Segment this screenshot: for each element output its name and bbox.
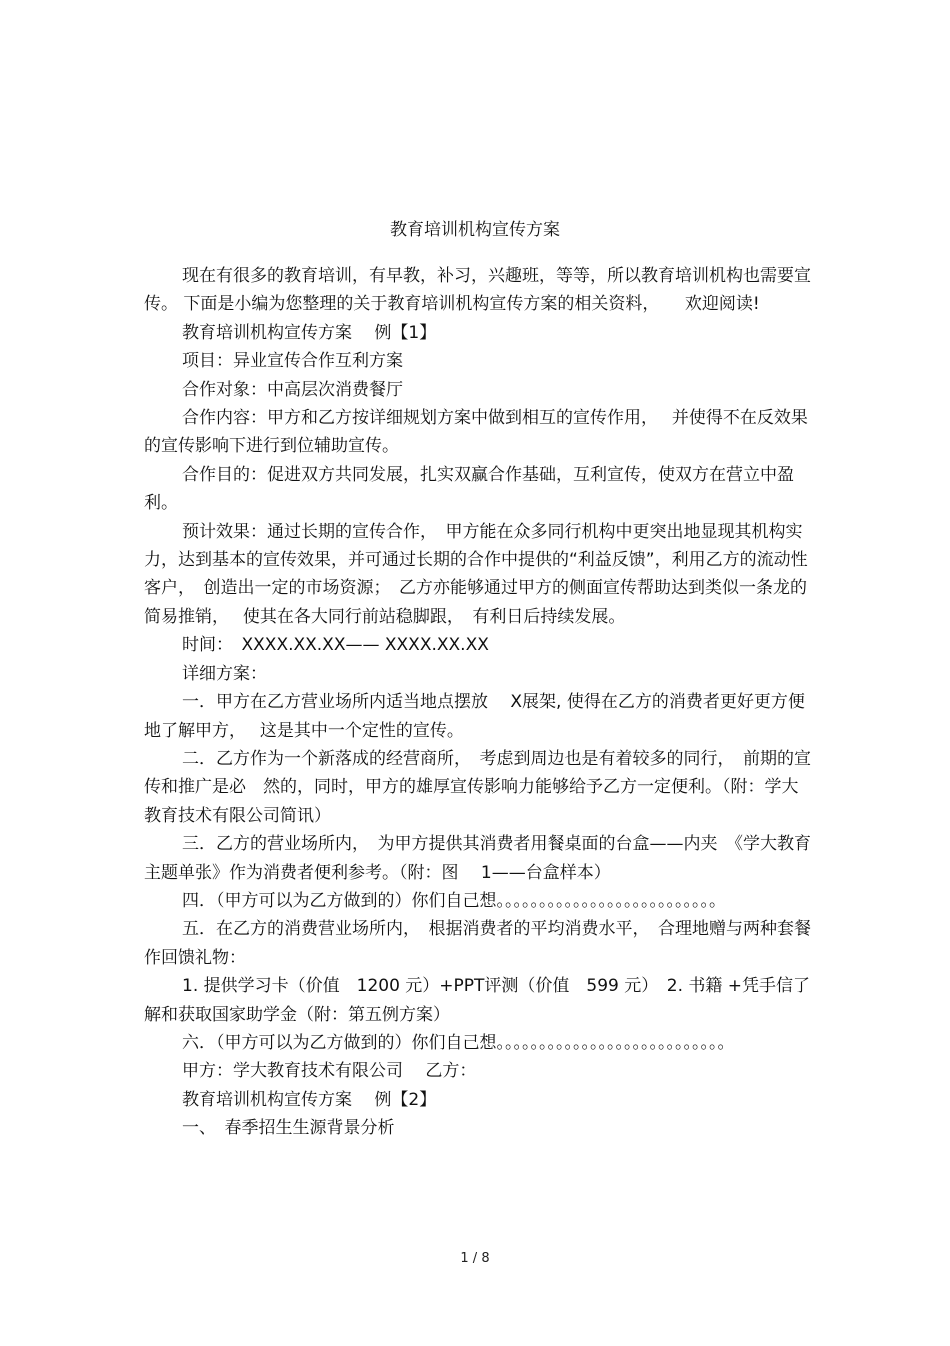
list-item: 六．（甲方可以为乙方做到的）你们自己想。。。。。。。。。。。。。。。。。。。。。。。。。。。 <box>182 1032 735 1053</box>
paragraph: 详细方案： <box>182 663 267 684</box>
paragraph: 合作目的：促进双方共同发展，扎实双赢合作基础，互利宣传，使双方在营立中盈利。 <box>144 464 794 514</box>
paragraph: 一、 春季招生生源背景分析 <box>182 1118 395 1139</box>
document-title: 教育培训机构宣传方案 <box>390 220 560 240</box>
paragraph: 合作对象：中高层次消费餐厅 <box>182 379 403 400</box>
paragraph: 时间： XXXX.XX.XX—— XXXX.XX.XX <box>182 635 489 656</box>
paragraph: 合作内容：甲方和乙方按详细规划方案中做到相互的宣传作用， 并使得不在反效果的宣传影响下进行到位辅助宣传。 <box>144 408 808 457</box>
list-item: 一．甲方在乙方营业场所内适当地点摆放 X展架, 使得在乙方的消费者更好更方便地了解甲方， 这是其中一个定性的宣传。 <box>144 692 805 741</box>
paragraph: 项目：异业宣传合作互利方案 <box>182 351 403 372</box>
list-item: 五．在乙方的消费营业场所内， 根据消费者的平均消费水平， 合理地赠与两种套餐作回馈礼物： <box>144 919 811 968</box>
list-item: 三．乙方的营业场所内， 为甲方提供其消费者用餐桌面的台盒——内夹 《学大教育主题单张》作为消费者便利参考。（附：图 1——台盒样本） <box>144 834 811 883</box>
list-item: 1. 提供学习卡（价值 1200 元）+PPT评测（价值 599 元） 2. 书籍 +凭手信了解和获取国家助学金（附：第五例方案） <box>144 976 811 1025</box>
paragraph: 预计效果：通过长期的宣传合作， 甲方能在众多同行机构中更突出地显现其机构实力，达到基本的宣传效果，并可通过长期的合作中提供的“利益反馈”，利用乙方的流动性客户， 创造出一定的市场资源； 乙方亦能够通过甲方的侧面宣传帮助达到类似一条龙的简易推销， 使其在各大同行前站稳脚跟， 有利日后持续发展。 <box>144 521 808 627</box>
paragraph: 甲方：学大教育技术有限公司 乙方： <box>182 1061 477 1082</box>
list-item: 四．（甲方可以为乙方做到的）你们自己想。。。。。。。。。。。。。。。。。。。。。。。。。。 <box>182 890 726 911</box>
document-body <box>144 262 814 1143</box>
section-heading: 教育培训机构宣传方案 例【1】 <box>182 322 437 343</box>
section-heading: 教育培训机构宣传方案 例【2】 <box>182 1089 437 1110</box>
paragraph: 现在有很多的教育培训，有早教，补习，兴趣班，等等，所以教育培训机构也需要宣传。 下面是小编为您整理的关于教育培训机构宣传方案的相关资料， 欢迎阅读! <box>144 266 811 315</box>
list-item: 二．乙方作为一个新落成的经营商所， 考虑到周边也是有着较多的同行， 前期的宣传和推广是必 然的，同时，甲方的雄厚宣传影响力能够给予乙方一定便利。（附：学大教育技术有限公司简讯） <box>144 748 811 826</box>
page-number: 1 / 8 <box>460 1251 490 1266</box>
